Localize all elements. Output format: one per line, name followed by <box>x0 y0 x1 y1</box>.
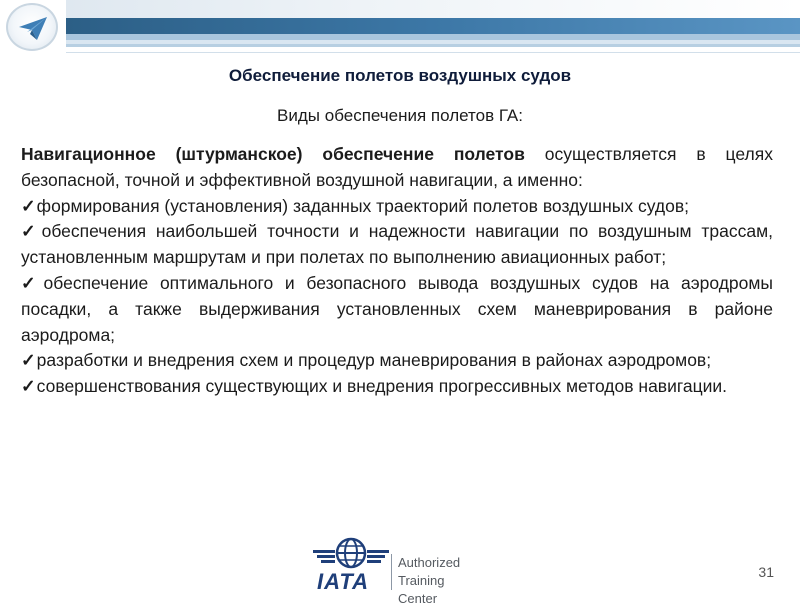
page-number: 31 <box>758 564 774 580</box>
list-item-text: обеспечение оптимального и безопасного вывода воздушных судов на аэродромы посадки, а также выдерживания установленных схем маневрирования в районе аэродрома; <box>21 272 773 345</box>
header-band-top <box>66 0 800 18</box>
intro-rest: осуществляется в целях безопасной, точной и эффективной воздушной навигации, а именно: <box>21 144 773 190</box>
intro-lead: Навигационное (штурманское) обеспечение полетов <box>21 144 525 164</box>
list-item-text: разработки и внедрения схем и процедур маневрирования в районах аэродромов; <box>36 350 712 371</box>
iata-logo <box>309 537 479 606</box>
iata-wordmark: IATA <box>317 569 370 594</box>
list-item <box>21 219 773 271</box>
list-item <box>21 271 773 348</box>
iata-globe-icon <box>311 537 391 571</box>
atc-line-2: Training Center <box>398 573 445 606</box>
list-item <box>21 348 773 374</box>
list-item-text: обеспечения наибольшей точности и надежности навигации по воздушным трассам, установленным маршрутам и при полетах по выполнению авиационных работ; <box>21 221 773 268</box>
checkmark-icon: ✓ <box>21 221 41 242</box>
logo-circle <box>6 3 58 51</box>
slide-body <box>21 142 773 400</box>
checkmark-icon: ✓ <box>21 272 43 293</box>
list-item-text: формирования (установления) заданных траекторий полетов воздушных судов; <box>36 195 689 216</box>
checkmark-icon: ✓ <box>21 195 36 216</box>
intro-paragraph <box>21 142 773 194</box>
header-logo <box>0 0 66 56</box>
logo-divider <box>391 554 392 590</box>
list-item-text: совершенствования существующих и внедрения прогрессивных методов навигации. <box>36 376 728 397</box>
header-band-dark <box>66 18 800 34</box>
list-item <box>21 194 773 220</box>
header-band-bottom <box>66 47 800 53</box>
atc-line-1: Authorized <box>398 555 461 570</box>
checkmark-icon: ✓ <box>21 376 36 397</box>
checkmark-icon: ✓ <box>21 350 36 371</box>
slide-subtitle: Виды обеспечения полетов ГА: <box>277 106 523 125</box>
slide-title: Обеспечение полетов воздушных судов <box>228 66 572 85</box>
paper-plane-icon <box>17 13 49 43</box>
list-item <box>21 374 773 400</box>
